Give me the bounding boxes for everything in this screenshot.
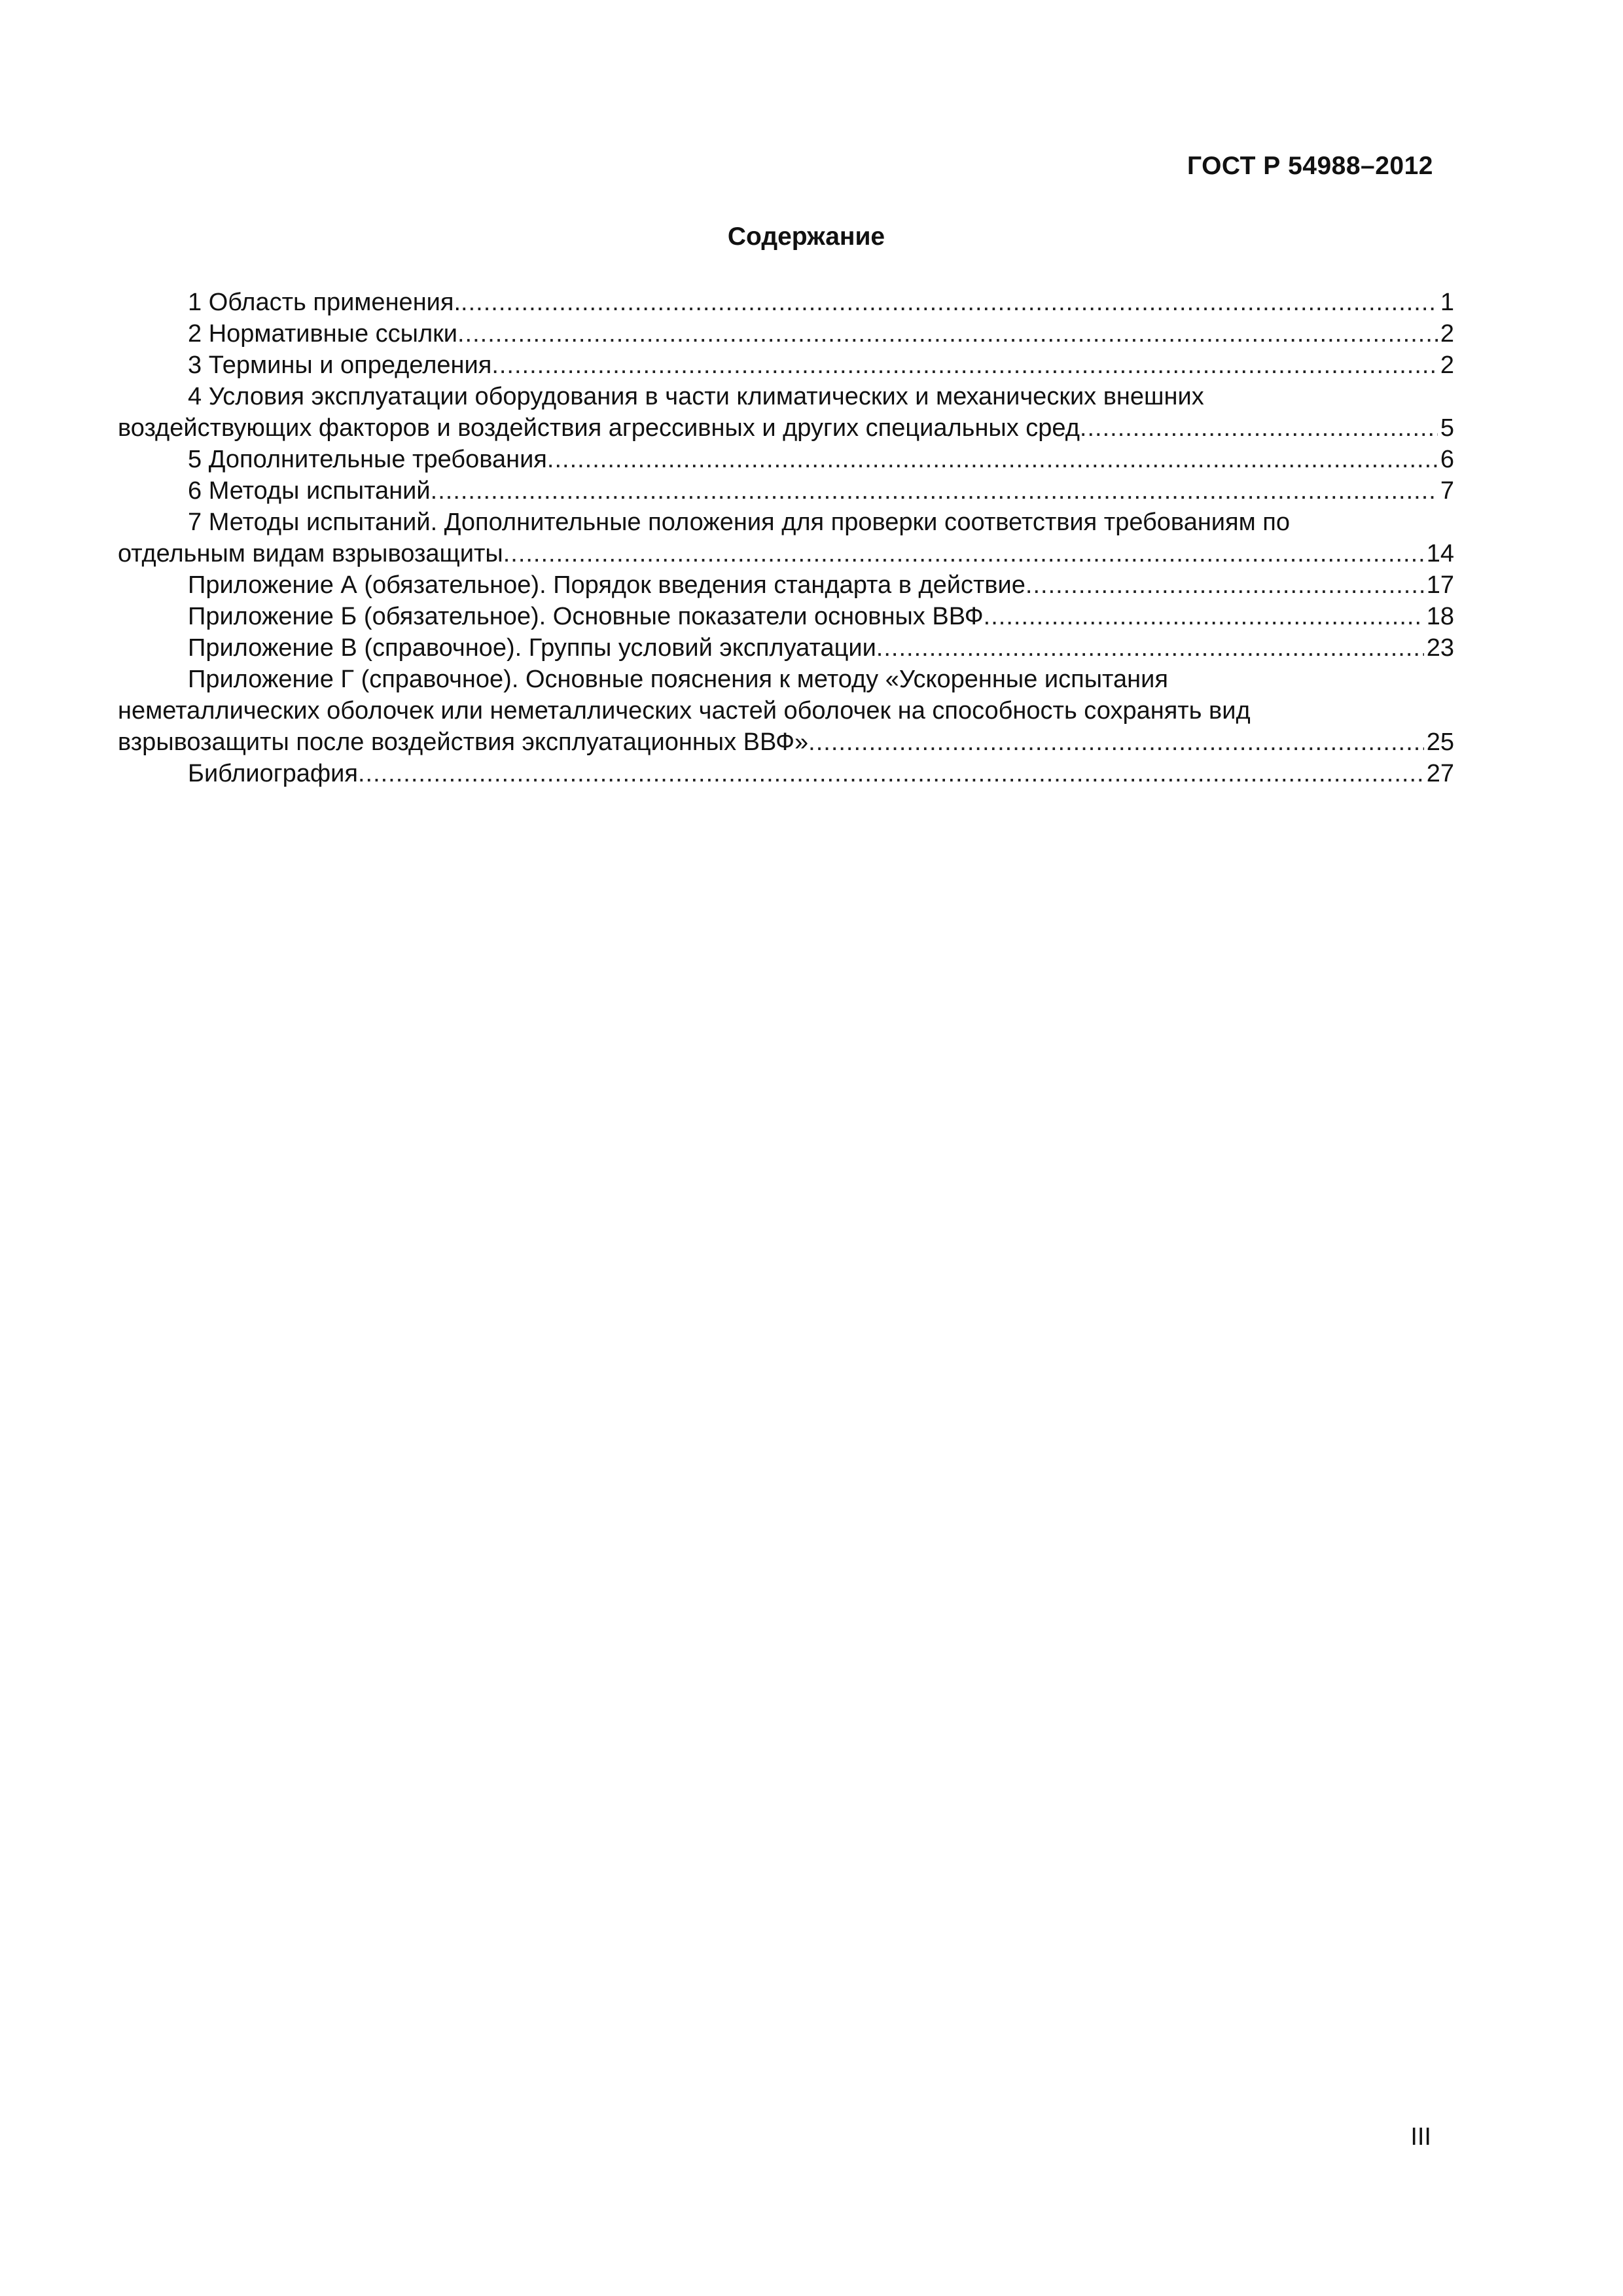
toc-page-number: 2 [1440, 320, 1454, 348]
toc-entry-text: Библиография [188, 760, 358, 787]
toc-entry-text: 1 Область применения. [188, 289, 461, 316]
toc-page-number: 25 [1426, 728, 1454, 756]
toc-entry-text: 3 Термины и определения [188, 351, 492, 379]
toc-page-number: 6 [1440, 446, 1454, 473]
toc-page-number: 7 [1440, 477, 1454, 505]
dot-leader [984, 601, 1424, 632]
toc-entry[interactable] [118, 664, 1454, 758]
page-number: III [1410, 2123, 1431, 2151]
toc-entry-text: воздействующих факторов и воздействия агрессивных и других специальных сред [118, 414, 1080, 442]
toc-entry[interactable] [118, 381, 1454, 444]
toc-entry[interactable] [118, 601, 1454, 632]
toc-entry-text: 4 Условия эксплуатации оборудования в части климатических и механических внешних [188, 383, 1204, 410]
toc-entry[interactable] [118, 350, 1454, 381]
dot-leader [457, 318, 1438, 350]
dot-leader [461, 287, 1438, 318]
toc-page-number: 14 [1426, 540, 1454, 567]
table-of-contents [118, 287, 1454, 789]
toc-entry-text: Приложение В (справочное). Группы условий эксплуатации [188, 634, 876, 662]
dot-leader [1080, 412, 1438, 444]
toc-entry[interactable] [118, 287, 1454, 318]
document-code: ГОСТ Р 54988–2012 [1186, 152, 1433, 180]
toc-entry[interactable] [118, 318, 1454, 350]
toc-entry[interactable] [118, 475, 1454, 507]
toc-page-number: 2 [1440, 351, 1454, 379]
toc-entry[interactable] [118, 507, 1454, 569]
dot-leader [1026, 569, 1424, 601]
toc-page-number: 27 [1426, 760, 1454, 787]
dot-leader [491, 350, 1438, 381]
dot-leader [547, 444, 1438, 475]
toc-entry-text: 7 Методы испытаний. Дополнительные положения для проверки соответствия требованиям по [188, 509, 1291, 536]
toc-entry-text: отдельным видам взрывозащиты [118, 540, 503, 567]
toc-page-number: 17 [1426, 571, 1454, 599]
toc-title: Содержание [727, 223, 885, 251]
dot-leader [431, 475, 1438, 507]
toc-entry-text: Приложение Б (обязательное). Основные показатели основных ВВФ [188, 603, 984, 630]
toc-entry-text: Приложение А (обязательное). Порядок введения стандарта в действие [188, 571, 1026, 599]
toc-entry-text: 2 Нормативные ссылки [188, 320, 457, 348]
toc-entry-text: неметаллических оболочек или неметаллических частей оболочек на способность сохранять вид [118, 697, 1251, 725]
toc-entry[interactable] [118, 569, 1454, 601]
toc-entry-text: взрывозащиты после воздействия эксплуатационных ВВФ» [118, 728, 809, 756]
toc-page-number: 1 [1440, 289, 1454, 316]
toc-entry[interactable] [118, 632, 1454, 664]
toc-entry[interactable] [118, 444, 1454, 475]
toc-page-number: 5 [1440, 414, 1454, 442]
toc-page-number: 18 [1426, 603, 1454, 630]
dot-leader [876, 632, 1424, 664]
toc-entry-text: 6 Методы испытаний [188, 477, 431, 505]
toc-entry-text: 5 Дополнительные требования [188, 446, 547, 473]
dot-leader [808, 726, 1424, 758]
dot-leader [503, 538, 1424, 569]
toc-entry[interactable] [118, 758, 1454, 789]
dot-leader [358, 758, 1424, 789]
toc-page-number: 23 [1426, 634, 1454, 662]
toc-entry-text: Приложение Г (справочное). Основные пояснения к методу «Ускоренные испытания [188, 666, 1168, 693]
